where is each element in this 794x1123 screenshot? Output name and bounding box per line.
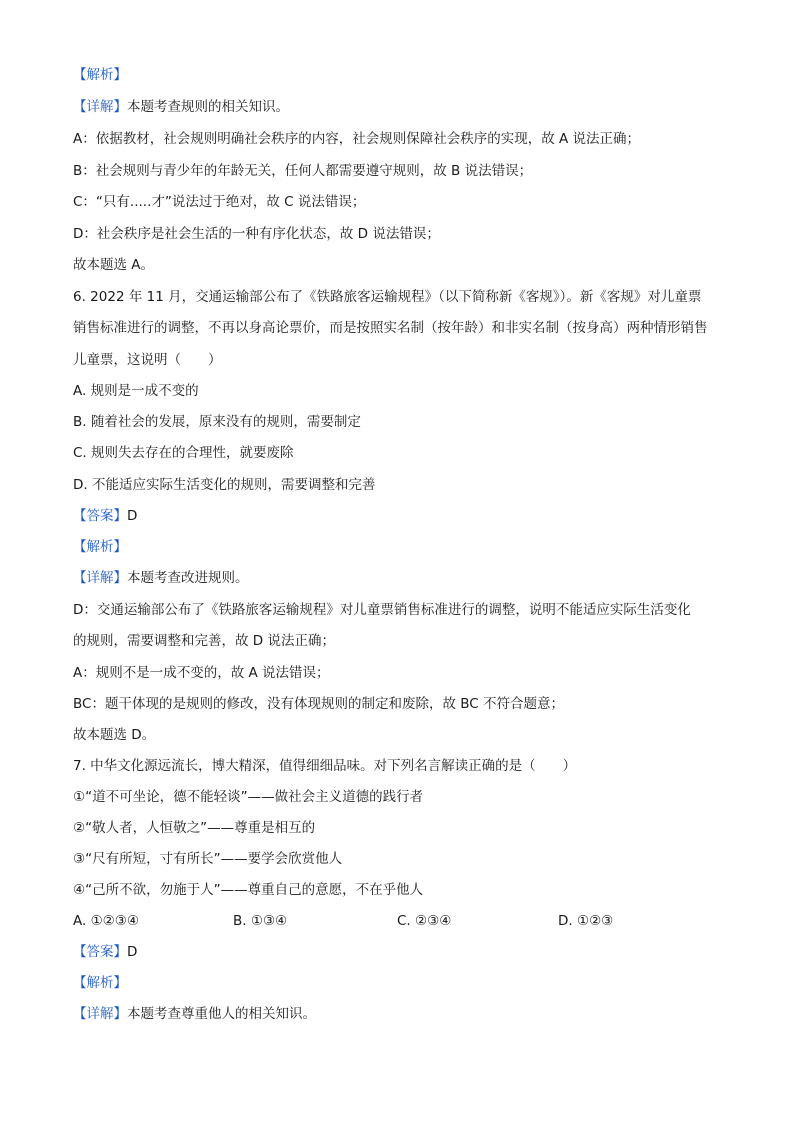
detail-tag: 【详解】 [73,99,127,115]
detail-line [73,568,249,588]
answer-value: D [127,508,138,524]
detail-text: 本题考查尊重他人的相关知识。 [127,1006,316,1022]
detail-line [73,1004,316,1024]
statement-item: ①“道不可坐论，德不能轻谈”——做社会主义道德的践行者 [73,789,424,805]
analysis-heading [73,537,127,557]
analysis-heading [73,973,127,993]
detail-tag: 【详解】 [73,1006,127,1022]
choice-b: B. ①③④ [233,913,288,929]
option-d: D. 不能适应实际生活变化的规则，需要调整和完善 [73,477,376,493]
conclusion-line: 故本题选 D。 [73,727,156,743]
question-stem: 销售标准进行的调整，不再以身高论票价，而是按照实名制（按年龄）和非实名制（按身高）两种情形销售 [73,320,708,336]
answer-tag: 【答案】 [73,508,127,524]
explanation-line: B：社会规则与青少年的年龄无关，任何人都需要遵守规则，故 B 说法错误； [73,163,533,179]
explanation-line: C：“只有.....才”说法过于绝对，故 C 说法错误； [73,194,366,210]
explanation-line: A：规则不是一成不变的，故 A 说法错误； [73,665,330,681]
explanation-line: A：依据教材，社会规则明确社会秩序的内容，社会规则保障社会秩序的实现，故 A 说法正确； [73,131,641,147]
answer-tag: 【答案】 [73,944,127,960]
explanation-line: D：交通运输部公布了《铁路旅客运输规程》对儿童票销售标准进行的调整，说明不能适应实际生活变化 [73,602,691,618]
question-stem: 7. 中华文化源远流长，博大精深，值得细细品味。对下列名言解读正确的是（ ） [73,758,577,774]
statement-item: ③“尺有所短，寸有所长”——要学会欣赏他人 [73,851,343,867]
answer-line [73,506,137,526]
option-c: C. 规则失去存在的合理性，就要废除 [73,445,294,461]
choice-c: C. ②③④ [397,913,452,929]
choice-a: A. ①②③④ [73,913,139,929]
explanation-line: D：社会秩序是社会生活的一种有序化状态，故 D 说法错误； [73,226,440,242]
explanation-line: BC：题干体现的是规则的修改，没有体现规则的制定和废除，故 BC 不符合题意； [73,696,564,712]
option-b: B. 随着社会的发展，原来没有的规则，需要制定 [73,414,361,430]
explanation-line: 的规则，需要调整和完善，故 D 说法正确； [73,633,335,649]
statement-item: ②“敬人者，人恒敬之”——尊重是相互的 [73,820,316,836]
analysis-tag: 【解析】 [73,975,127,991]
analysis-heading [73,65,127,85]
question-stem: 6. 2022 年 11 月，交通运输部公布了《铁路旅客运输规程》（以下简称新《客规》）。新《客规》对儿童票 [73,289,702,305]
choice-d: D. ①②③ [558,913,614,929]
detail-text: 本题考查规则的相关知识。 [127,99,289,115]
answer-line [73,942,137,962]
statement-item: ④“己所不欲，勿施于人”——尊重自己的意愿，不在乎他人 [73,882,424,898]
detail-text: 本题考查改进规则。 [127,570,249,586]
conclusion-line: 故本题选 A。 [73,257,155,273]
analysis-tag: 【解析】 [73,67,127,83]
option-a: A. 规则是一成不变的 [73,383,199,399]
choices-row [73,911,733,931]
question-stem: 儿童票，这说明（ ） [73,352,222,368]
answer-value: D [127,944,138,960]
detail-tag: 【详解】 [73,570,127,586]
detail-line [73,97,289,117]
analysis-tag: 【解析】 [73,539,127,555]
